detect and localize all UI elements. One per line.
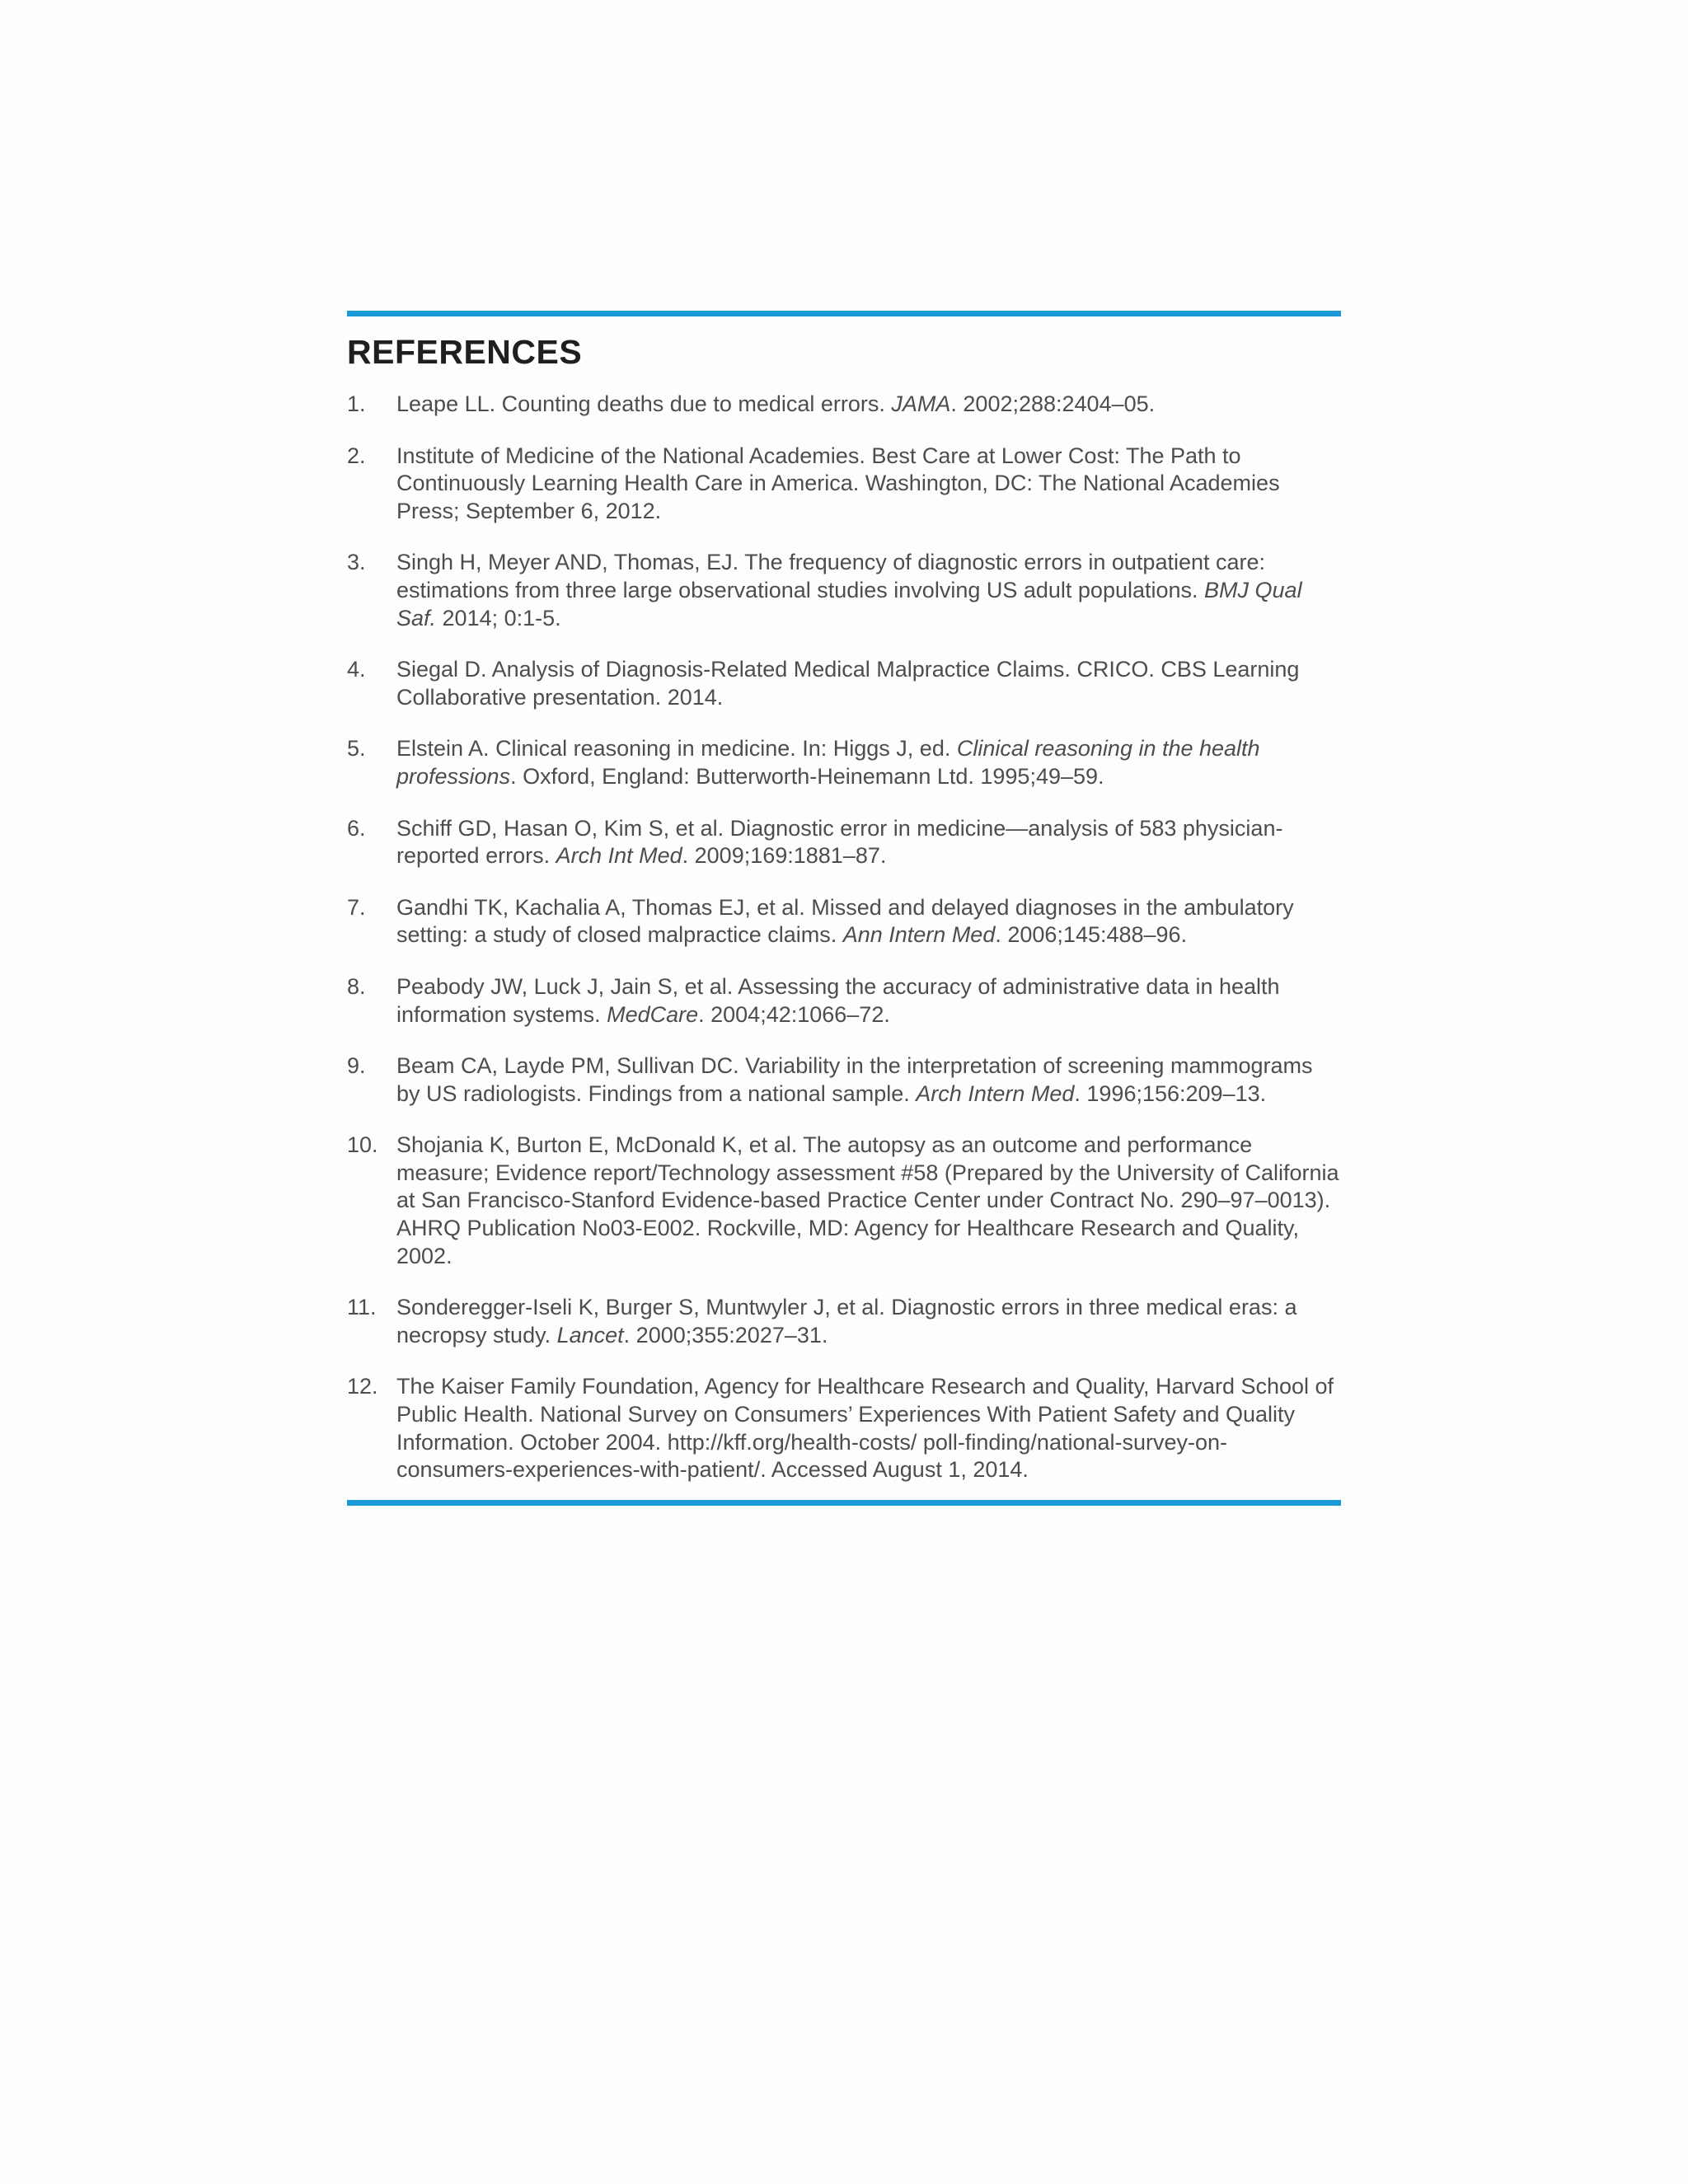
reference-text — [396, 1132, 1341, 1270]
reference-number: 7. — [347, 894, 366, 920]
reference-number: 12. — [347, 1374, 378, 1399]
reference-text — [396, 973, 1341, 1029]
reference-text — [396, 815, 1341, 870]
reference-journal-title: Arch Int Med — [556, 843, 682, 869]
reference-item — [347, 549, 1341, 632]
reference-item — [347, 973, 1341, 1029]
reference-text-segment: . 2006;145:488–96. — [995, 922, 1188, 948]
reference-number: 9. — [347, 1053, 366, 1079]
reference-text-segment: . 2009;169:1881–87. — [682, 843, 887, 869]
reference-item — [347, 894, 1341, 949]
reference-text-segment: Elstein A. Clinical reasoning in medicine. In: Higgs J, ed. — [396, 736, 957, 762]
reference-journal-title: Lancet — [556, 1322, 624, 1347]
reference-text-segment: Institute of Medicine of the National Academies. Best Care at Lower Cost: The Path to Continuously Learning Health Care in America. Washington, DC: The National Academies Press; September 6, 2012. — [396, 443, 1280, 523]
reference-text-segment: . Oxford, England: Butterworth-Heinemann Ltd. 1995;49–59. — [510, 763, 1104, 789]
reference-item — [347, 1052, 1341, 1108]
reference-item — [347, 391, 1341, 419]
reference-number: 6. — [347, 815, 366, 841]
reference-text-segment: Sonderegger-Iseli K, Burger S, Muntwyler J, et al. Diagnostic errors in three medical eras: a necropsy study. — [396, 1295, 1297, 1347]
reference-number: 11. — [347, 1295, 377, 1320]
reference-journal-title: Arch Intern Med — [916, 1080, 1075, 1106]
reference-text-segment: . 2000;355:2027–31. — [623, 1322, 828, 1347]
reference-number: 10. — [347, 1132, 378, 1158]
reference-item — [347, 735, 1341, 790]
reference-text-segment: . 1996;156:209–13. — [1074, 1080, 1267, 1106]
reference-text — [396, 894, 1341, 949]
references-section — [347, 311, 1341, 1506]
reference-number: 1. — [347, 391, 366, 416]
reference-text — [396, 1373, 1341, 1483]
reference-text — [396, 549, 1341, 632]
reference-number: 2. — [347, 443, 366, 468]
reference-text-segment: Gandhi TK, Kachalia A, Thomas EJ, et al. Missed and delayed diagnoses in the ambulatory setting: a study of closed malpractice claims. — [396, 894, 1294, 948]
reference-text — [396, 656, 1341, 711]
reference-text-segment: Peabody JW, Luck J, Jain S, et al. Assessing the accuracy of administrative data in health information systems. — [396, 973, 1280, 1027]
page-title: REFERENCES — [347, 333, 583, 371]
reference-text-segment: Leape LL. Counting deaths due to medical errors. — [396, 391, 892, 416]
reference-number: 4. — [347, 657, 366, 682]
reference-item — [347, 1132, 1341, 1270]
reference-text-segment: Beam CA, Layde PM, Sullivan DC. Variability in the interpretation of screening mammograms by US radiologists. Findings from a national sample. — [396, 1053, 1313, 1106]
reference-list — [347, 391, 1341, 1484]
reference-item — [347, 443, 1341, 526]
reference-item — [347, 656, 1341, 711]
reference-text-segment: Singh H, Meyer AND, Thomas, EJ. The frequency of diagnostic errors in outpatient care: estimations from three large observational studies involving US adult populations. — [396, 550, 1266, 602]
reference-text — [396, 1294, 1341, 1349]
reference-text-segment: . 2004;42:1066–72. — [698, 1001, 890, 1027]
reference-text — [396, 735, 1341, 790]
reference-text-segment: The Kaiser Family Foundation, Agency for Healthcare Research and Quality, Harvard School of Public Health. National Survey on Consumers’ Experiences With Patient Safety and Quality Information. October 2004. http://kff.org/health-costs/ poll-finding/national-survey-on-consumers-experiences-with-patient/. Accessed August 1, 2014. — [396, 1374, 1334, 1483]
reference-item — [347, 815, 1341, 870]
reference-item — [347, 1294, 1341, 1349]
reference-journal-title: MedCare — [607, 1001, 699, 1027]
reference-journal-title: BMJ Qual Saf. — [396, 577, 1302, 630]
reference-journal-title: Clinical reasoning in the health professions — [396, 736, 1260, 789]
reference-number: 5. — [347, 736, 366, 762]
reference-text-segment: 2014; 0:1-5. — [436, 605, 561, 630]
reference-text-segment: . 2002;288:2404–05. — [950, 391, 1156, 416]
reference-text-segment: Siegal D. Analysis of Diagnosis-Related Medical Malpractice Claims. CRICO. CBS Learning Collaborative presentation. 2014. — [396, 657, 1300, 710]
top-accent-rule — [347, 311, 1341, 316]
bottom-accent-rule — [347, 1500, 1341, 1506]
reference-text — [396, 443, 1341, 526]
reference-text-segment: Shojania K, Burton E, McDonald K, et al. The autopsy as an outcome and performance measure; Evidence report/Technology assessment #58 (Prepared by the University of California at San Francisco-Stanford Evidence-based Practice Center under Contract No. 290–97–0013). AHRQ Publication No03-E002. Rockville, MD: Agency for Healthcare Research and Quality, 2002. — [396, 1132, 1339, 1268]
reference-text — [396, 1052, 1341, 1108]
reference-item — [347, 1373, 1341, 1483]
reference-number: 8. — [347, 973, 366, 999]
reference-text — [396, 391, 1341, 419]
reference-text-segment: Schiff GD, Hasan O, Kim S, et al. Diagnostic error in medicine—analysis of 583 physician-reported errors. — [396, 815, 1283, 869]
reference-journal-title: JAMA — [891, 391, 951, 416]
reference-journal-title: Ann Intern Med — [842, 922, 996, 948]
reference-number: 3. — [347, 550, 366, 575]
